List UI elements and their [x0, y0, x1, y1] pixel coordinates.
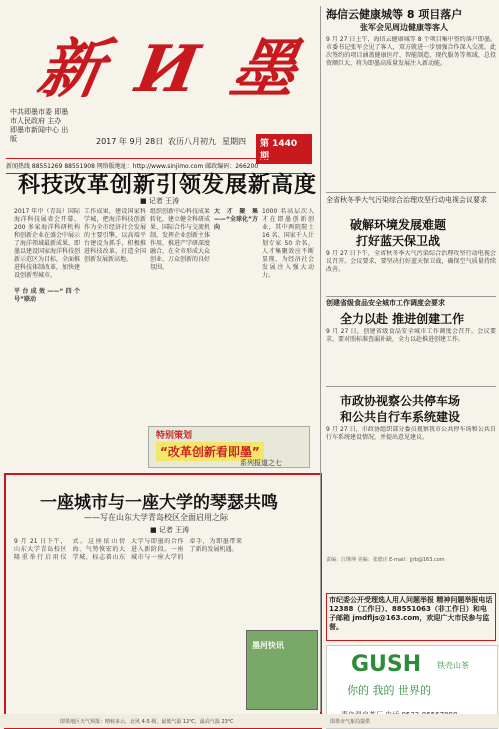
issue-number: 第 1440 期 — [256, 134, 312, 164]
right-main-2a: 破解环境发展难题 — [350, 218, 447, 232]
weather-footer — [0, 714, 499, 728]
right-body-4: 9 月 27 日，市政协组织部分委员视察我市公共停车场和公共自行车系统建设情况，并提出意见建议。 — [326, 426, 496, 441]
lead-subhead-2: 大才聚集——“全球化”方向 — [214, 208, 258, 231]
lead-headline: 科技改革创新引领发展新高度 — [18, 173, 318, 198]
right-divider-2 — [326, 296, 496, 297]
photo-label: 墨河快讯 — [252, 641, 284, 650]
column-divider — [320, 6, 321, 712]
editor-line: 责编：江继坤 美编：张德庆 E-mail：jjrb@163.com — [326, 557, 445, 563]
issue-row — [6, 132, 312, 162]
right-body-3: 9 月 27 日，创建省级食品安全城市工作调度会召开。会议要求，要对照标准查漏补缺，全力以赴推进创建工作。 — [326, 328, 496, 343]
organizer-text: 中共即墨市委 即墨市人民政府 主办 即墨市新闻中心 出版 — [10, 108, 69, 143]
feature-subtitle: ——写在山东大学青岛校区全面启用之际 — [84, 513, 228, 522]
right-main-4b: 和公共自行车系统建设 — [340, 410, 461, 424]
right-headline-1: 海信云健康城等 8 项目落户 — [326, 8, 463, 21]
lunar-date: 农历八月初九 — [168, 137, 216, 146]
banner-series: 系列报道之七 — [240, 459, 282, 467]
lead-col-4 — [214, 208, 258, 422]
lead-col-1 — [14, 208, 80, 426]
lead-col-2: 工作成果，建设国家科学城，把海洋科技创新作为全市经济社会发展的主要引擎，以高端平台建设为抓手，积极推进科技改革，打造全国创新发展新高地。 — [84, 208, 146, 263]
banner-main: “改革创新看即墨” — [156, 442, 264, 461]
lead-subhead-1: 平台成效——“四个号”联动 — [14, 288, 80, 303]
contact-row: 新闻热线 88551269 88551908 网络版地址：http://www.sinjimo.com 邮政编码：266200 — [6, 158, 312, 174]
right-divider-1 — [326, 192, 496, 193]
newspaper-logo: 新 И 墨 — [32, 32, 309, 107]
date-text: 2017 年 9月 28日 — [96, 137, 164, 146]
report-ad: 市纪委公开受理选人用人问题举报 精神问题举报电话 12388（工作日）、88551063（非工作日）和电子邮箱 jmdfljs@163.com，欢迎广大市民参与监督。 — [326, 593, 496, 641]
right-main-2b: 打好蓝天保卫战 — [356, 234, 441, 248]
right-main-4a: 市政协视察公共停车场 — [340, 394, 461, 408]
feature-byline: ■ 记者 王涛 — [150, 526, 190, 534]
weather-source: 即墨市气象局提供 — [330, 719, 371, 725]
ad-brand-2: 铁壳山茶 — [437, 661, 469, 670]
right-divider-3 — [326, 386, 496, 387]
feature-body: 9 月 21 日下午，山东大学青岛校区隆重举行启用仪式。这座依山傍海、气势恢宏的大学城，标志着山东大学与即墨的合作进入新阶段。一座城市与一座大学的牵手，为即墨带来了新的发展机遇。 — [14, 538, 242, 561]
lead-col-1-text: 2017 年中（青岛）国际海洋科技展省会开幕，200 多家海洋科研机构和创新企业在盛会中展示了海洋领域最新成果。即墨以建设国家海洋科技创新示范区为目标，全面推进科技体制改革，加快建设创新型城市。 — [14, 208, 80, 279]
weather-text: 即墨地区天气预报：晴转多云，北风 4-5 级，最低气温 12℃，最高气温 23℃ — [60, 719, 234, 725]
feature-headline: 一座城市与一座大学的琴瑟共鸣 — [40, 493, 278, 513]
banner-title: 特别策划 — [156, 431, 193, 441]
right-headline-2: 全省秋冬季大气污染综合治理攻坚行动电视会议要求 — [326, 196, 487, 204]
right-main-3: 全力以赴 推进创建工作 — [340, 312, 465, 326]
right-headline-3: 创建省级食品安全城市工作调度会要求 — [326, 299, 445, 307]
lead-col-5: 1000 名高层次人才在即墨创新创业，其中两院院士 16 名、国家千人计划专家 50 余名，人才集聚效应不断显现，为经济社会发展注入强大动力。 — [262, 208, 314, 279]
lead-byline: ■ 记者 王涛 — [140, 197, 180, 205]
right-body-1: 9 月 27 日上午，海信云健康城等 8 个项目集中签约落户即墨。市委书记张军会见了客人，双方就进一步加强合作深入交流。此次签约的项目涵盖健康医疗、智能制造、现代服务等领域，总投资额巨大，将为即墨高质量发展注入新动能。 — [326, 36, 496, 67]
ad-slogan: 你的 我的 世界的 — [347, 684, 431, 697]
right-sub-1: 张军会见周边健康等客人 — [360, 23, 448, 32]
weekday-text: 星期四 — [222, 137, 246, 146]
right-body-2: 9 月 27 日下午，全省秋冬季大气污染综合治理攻坚行动电视会议召开。会议要求，要坚决打好蓝天保卫战，确保空气质量持续改善。 — [326, 250, 496, 273]
ad-brand: GUSH — [351, 652, 422, 677]
lead-col-3: 组织创新中心科技成果转化，建立健全科研成果、国际合作与交流机制，发挥企业创新主体作用，推进产学研深度融合，在全市形成大众创业、万众创新的良好氛围。 — [150, 208, 210, 271]
